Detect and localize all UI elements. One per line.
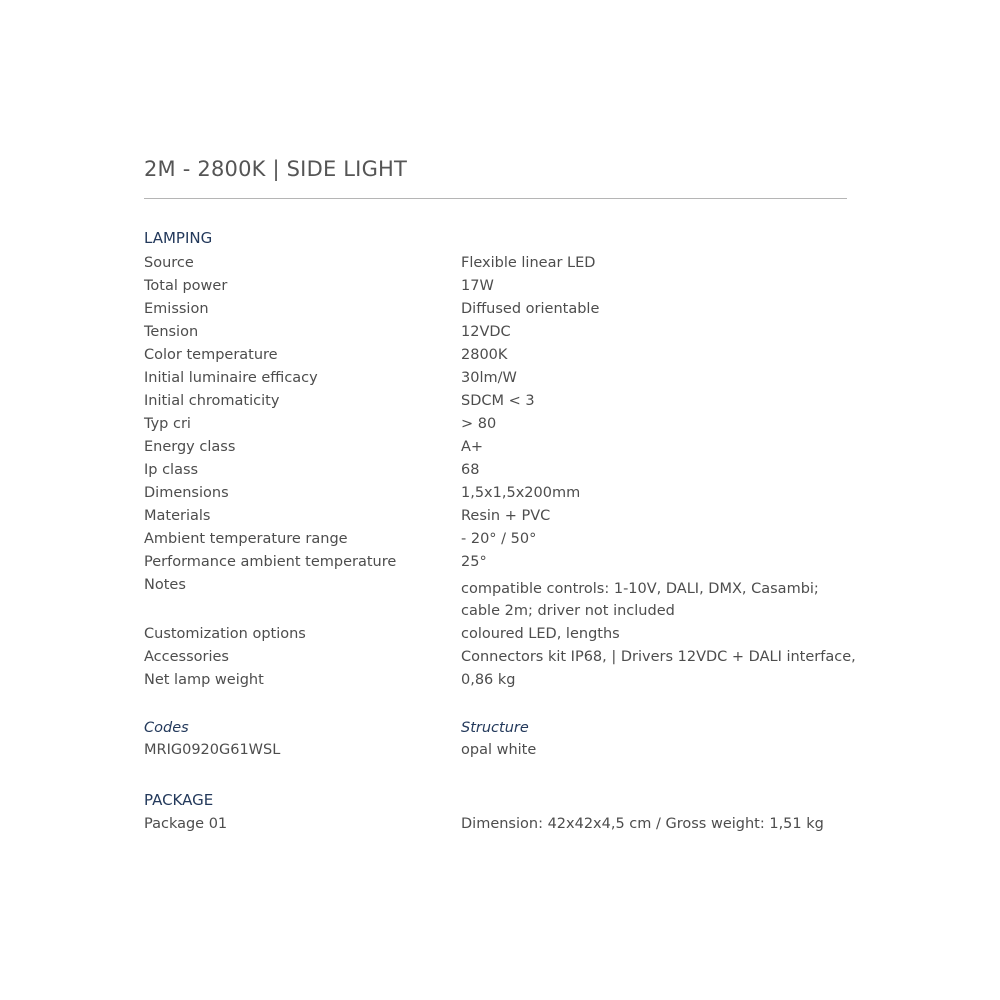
spec-value: 12VDC xyxy=(461,324,511,340)
page-title: 2M - 2800K | SIDE LIGHT xyxy=(144,157,408,181)
spec-label: Materials xyxy=(144,508,211,524)
spec-value: 68 xyxy=(461,462,480,478)
product-code: MRIG0920G61WSL xyxy=(144,742,281,758)
structure-heading: Structure xyxy=(461,720,529,736)
product-datasheet xyxy=(144,0,856,1000)
spec-value: A+ xyxy=(461,439,484,455)
spec-label: Source xyxy=(144,255,194,271)
package-value: Dimension: 42x42x4,5 cm / Gross weight: 1,51 kg xyxy=(461,816,824,832)
spec-label: Tension xyxy=(144,324,199,340)
spec-label: Typ cri xyxy=(144,416,191,432)
spec-label: Dimensions xyxy=(144,485,229,501)
spec-label: Accessories xyxy=(144,649,229,665)
spec-value: Diffused orientable xyxy=(461,301,600,317)
spec-label: Net lamp weight xyxy=(144,672,264,688)
lamping-heading: LAMPING xyxy=(144,229,213,247)
spec-value: compatible controls: 1-10V, DALI, DMX, Casambi; cable 2m; driver not included xyxy=(461,581,819,619)
spec-value: Flexible linear LED xyxy=(461,255,596,271)
spec-value: - 20° / 50° xyxy=(461,531,537,547)
spec-value: 17W xyxy=(461,278,494,294)
spec-value: 1,5x1,5x200mm xyxy=(461,485,581,501)
codes-heading: Codes xyxy=(144,720,189,736)
spec-label: Ip class xyxy=(144,462,199,478)
spec-label: Ambient temperature range xyxy=(144,531,348,547)
spec-value: Resin + PVC xyxy=(461,508,551,524)
spec-label: Initial luminaire efficacy xyxy=(144,370,318,386)
package-heading: PACKAGE xyxy=(144,791,214,809)
spec-value: SDCM < 3 xyxy=(461,393,535,409)
spec-label: Notes xyxy=(144,577,186,593)
spec-value: > 80 xyxy=(461,416,497,432)
spec-value: 25° xyxy=(461,554,487,570)
spec-label: Total power xyxy=(144,278,228,294)
spec-label: Energy class xyxy=(144,439,236,455)
spec-value: 2800K xyxy=(461,347,508,363)
spec-value: Connectors kit IP68, | Drivers 12VDC + DALI interface, xyxy=(461,649,856,665)
structure-value: opal white xyxy=(461,742,537,758)
spec-value: 0,86 kg xyxy=(461,672,516,688)
spec-label: Customization options xyxy=(144,626,306,642)
spec-label: Emission xyxy=(144,301,209,317)
spec-value: coloured LED, lengths xyxy=(461,626,620,642)
spec-value: 30lm/W xyxy=(461,370,517,386)
spec-label: Color temperature xyxy=(144,347,278,363)
spec-label: Performance ambient temperature xyxy=(144,554,397,570)
spec-label: Initial chromaticity xyxy=(144,393,280,409)
package-label: Package 01 xyxy=(144,816,228,832)
title-divider xyxy=(144,198,847,199)
